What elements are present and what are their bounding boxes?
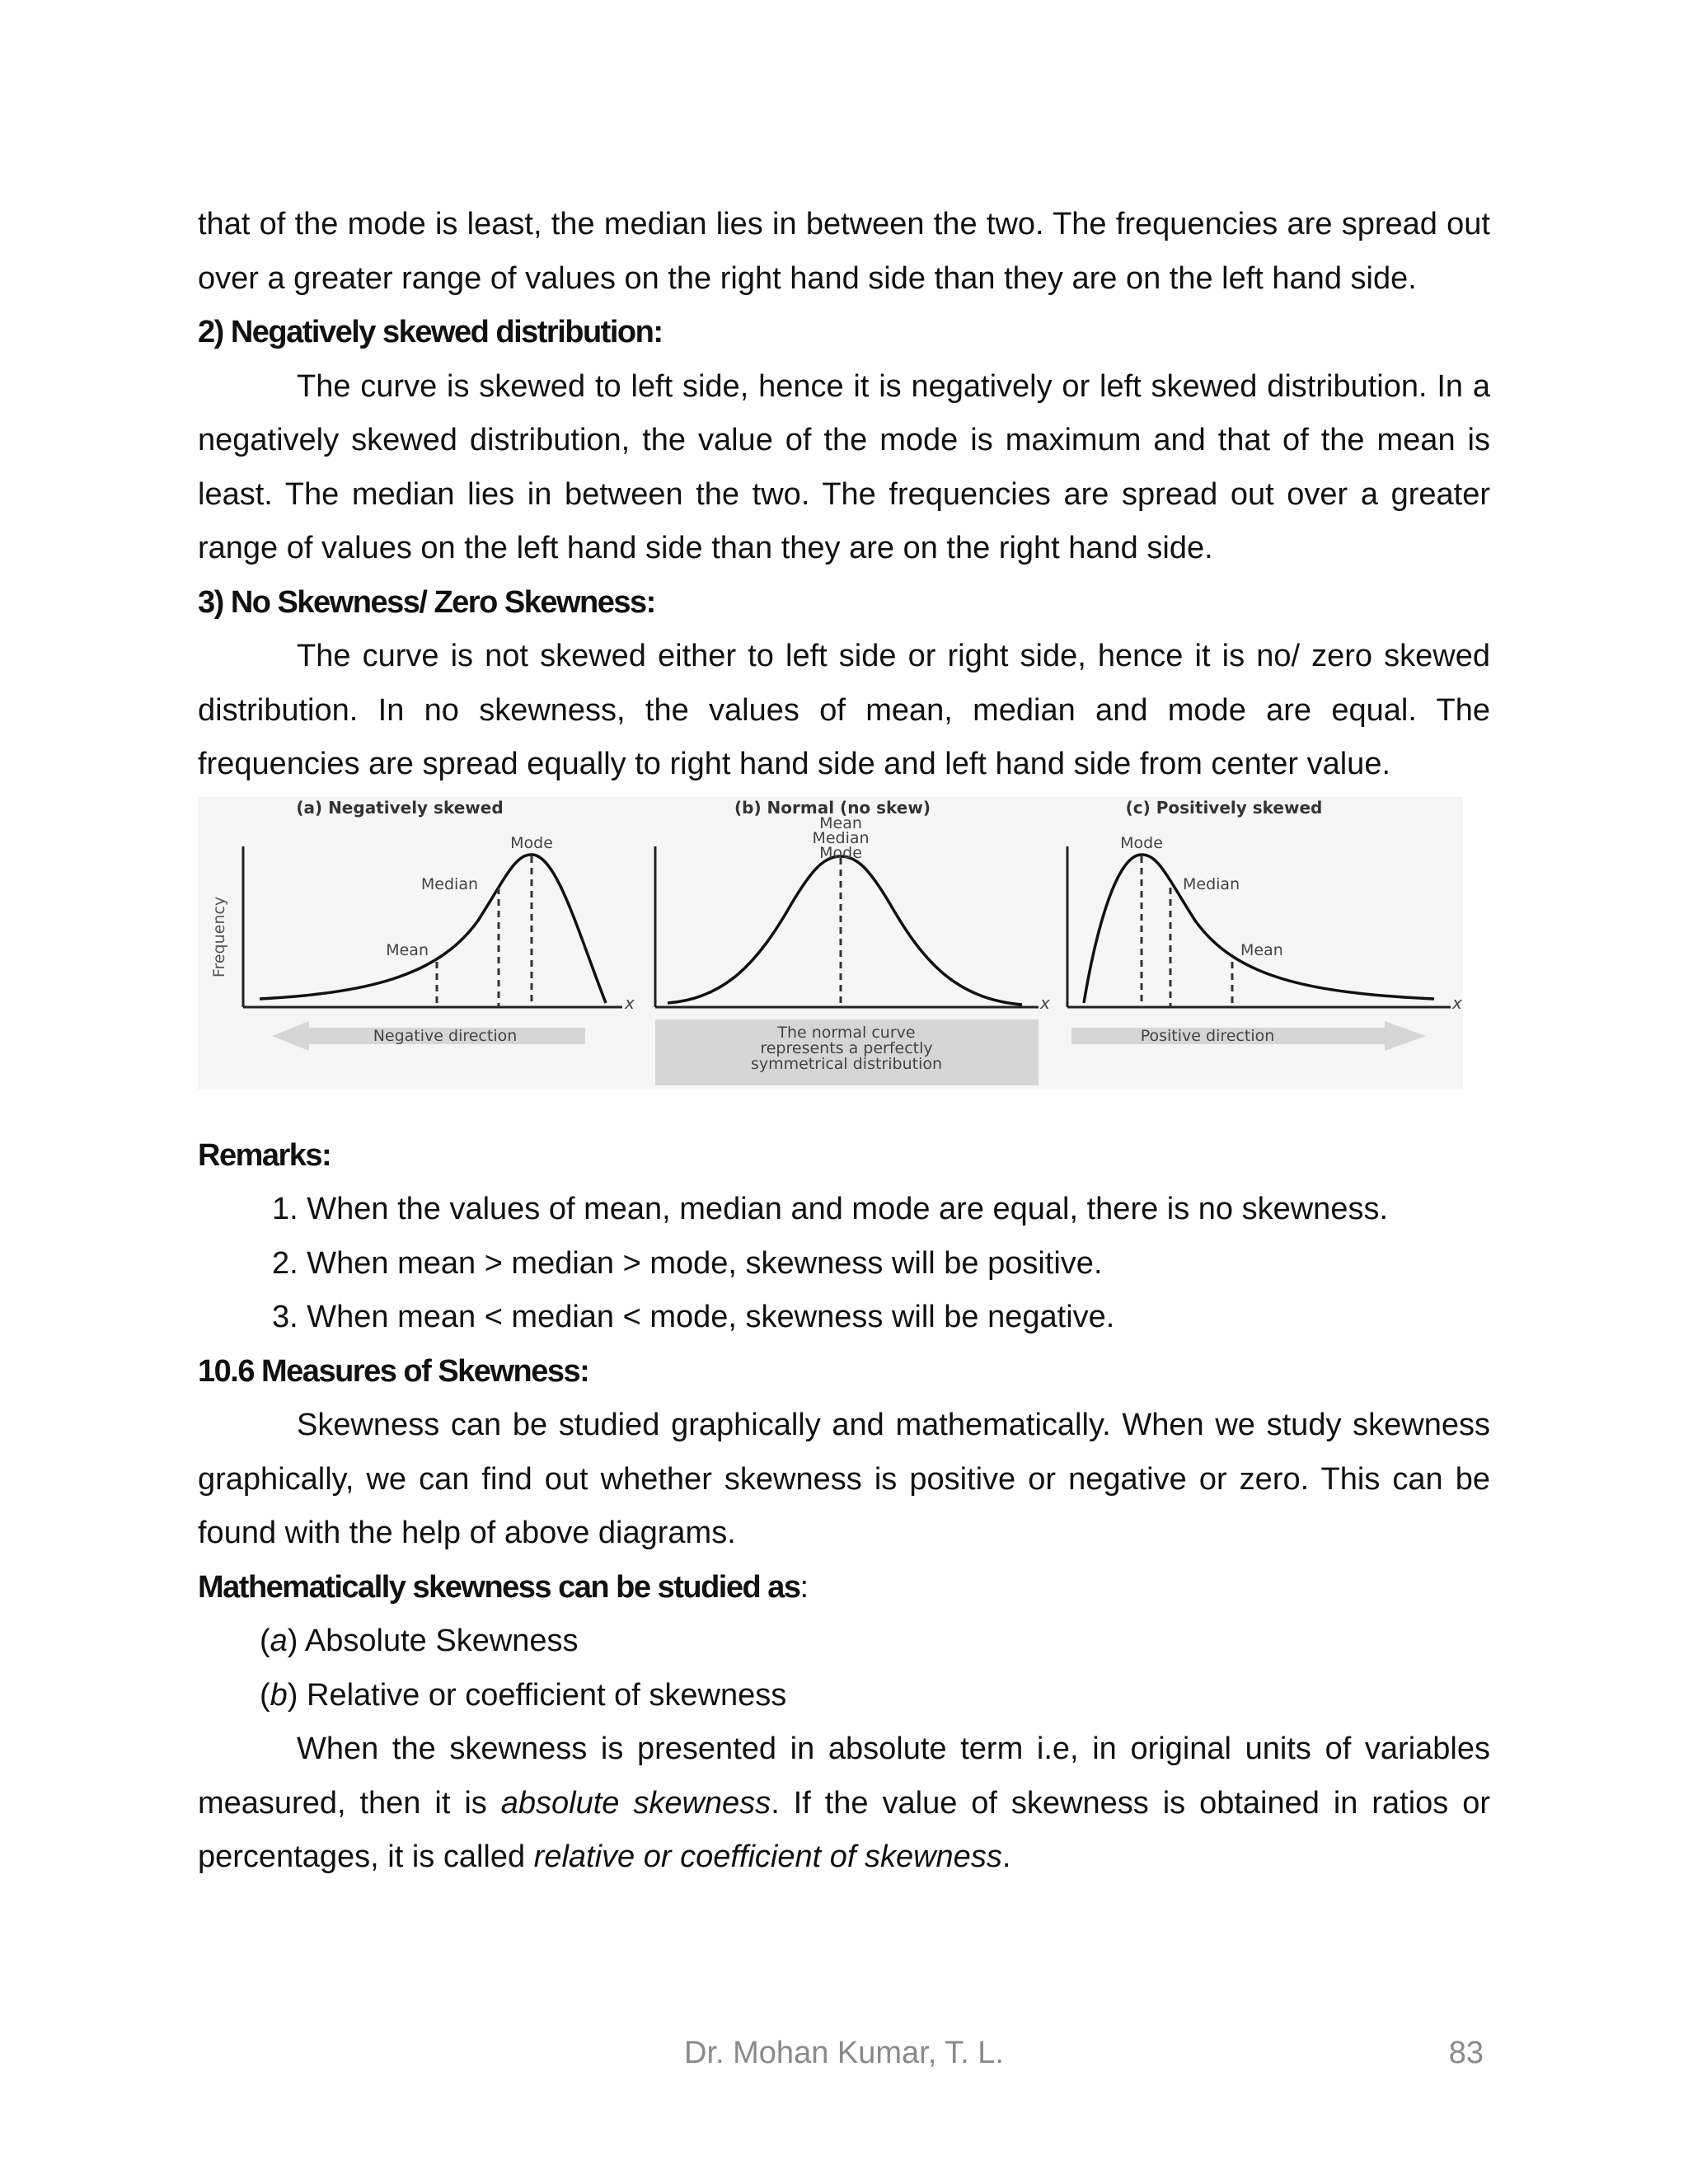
p2-part1: When the skewness is presented in absolute term i.e, in original units of variables measured, then it is [198,1732,1490,1821]
remarks-heading: Remarks: [198,1137,331,1173]
panel-c-curve [1084,855,1434,1003]
panel-b-title: (b) Normal (no skew) [734,797,931,818]
panel-b-mean-label: Mean [819,813,862,832]
panel-a-mode-label: Mode [510,833,553,852]
item-b-letter: b [270,1677,288,1713]
paragraph-absolute-relative [198,1722,1490,1885]
panel-b-caption-line2: represents a perfectly [760,1038,933,1057]
panel-b-caption-line1: The normal curve [777,1023,916,1042]
panel-a-x-label: x [625,992,635,1013]
panel-a-median-label: Median [420,874,478,893]
page-number: 83 [1448,2036,1484,2070]
panel-a-direction-label: Negative direction [373,1026,518,1045]
item-a-letter: a [270,1624,288,1658]
p2-part3: . [1001,1840,1011,1874]
panel-c-mean-label: Mean [1240,940,1283,959]
frequency-label: Frequency [210,896,228,977]
list-item: 2. When mean > median > mode, skewness will be positive. [272,1245,1103,1281]
paragraph-graphical-skewness: Skewness can be studied graphically and mathematically. When we study skewness graphically, we can find out whether skewness is positive or negative or zero. This can be found with the help of above diagrams. [198,1408,1490,1550]
list-item-absolute: (a) Absolute Skewness [260,1624,579,1658]
remarks-list [198,1183,1490,1345]
item-b-text: Relative or coefficient of skewness [307,1677,787,1713]
panel-b-curve [668,856,1022,1005]
p2-em-absolute: absolute skewness [500,1785,771,1821]
panel-b-x-label: x [1040,992,1050,1013]
list-item-relative: (b) Relative or coefficient of skewness [260,1677,787,1713]
panel-b-mode-label: Mode [819,843,862,862]
heading-negatively-skewed: 2) Negatively skewed distribution: [198,315,663,349]
panel-c-title: (c) Positively skewed [1125,797,1323,818]
math-skewness-colon: : [799,1569,809,1605]
skewness-diagram [198,797,1463,1090]
p2-em-relative: relative or coefficient of skewness [533,1840,1002,1874]
math-skewness-heading: Mathematically skewness can be studied as [198,1569,800,1605]
paragraph-no-skewness: The curve is not skewed either to left side or right side, hence it is no/ zero skewed distribution. In no skewness, the values of mean, median and mode are equal. The frequencies are spread equally to right hand side and left hand side from center value. [198,639,1490,781]
skewness-diagram-svg [198,797,1463,1090]
panel-b-caption-line3: symmetrical distribution [750,1054,943,1073]
panel-b-median-label: Median [812,828,870,847]
heading-no-skewness: 3) No Skewness/ Zero Skewness: [198,584,655,620]
panel-c-x-label: x [1452,992,1462,1013]
panel-a-title: (a) Negatively skewed [296,797,504,818]
panel-c-median-label: Median [1183,874,1240,893]
list-item: 1. When the values of mean, median and mode are equal, there is no skewness. [272,1192,1389,1226]
panel-c-direction-label: Positive direction [1140,1026,1275,1045]
paragraph-mode-median: that of the mode is least, the median lies in between the two. The frequencies are spread out over a greater range of values on the right hand side than they are on the left hand side. [198,207,1490,296]
measures-heading: 10.6 Measures of Skewness: [198,1353,589,1389]
panel-a-mean-label: Mean [386,940,429,959]
page-content [198,198,1490,1885]
list-item: 3. When mean < median < mode, skewness will be negative. [272,1300,1115,1334]
footer-author: Dr. Mohan Kumar, T. L. [684,2036,1004,2070]
math-skewness-line [198,1561,1490,1615]
paragraph-negatively-skewed: The curve is skewed to left side, hence it is negatively or left skewed distribution. In a negatively skewed distribution, the value of the mode is maximum and that of the mean is least. The median lies in between the two. The frequencies are spread out over a greater range of values on the left hand side than they are on the right hand side. [198,368,1490,565]
item-a-text: Absolute Skewness [304,1624,579,1658]
p2-part2: . If the value of skewness is obtained in ratios or percentages, it is called [198,1785,1491,1874]
panel-c-mode-label: Mode [1120,833,1163,852]
